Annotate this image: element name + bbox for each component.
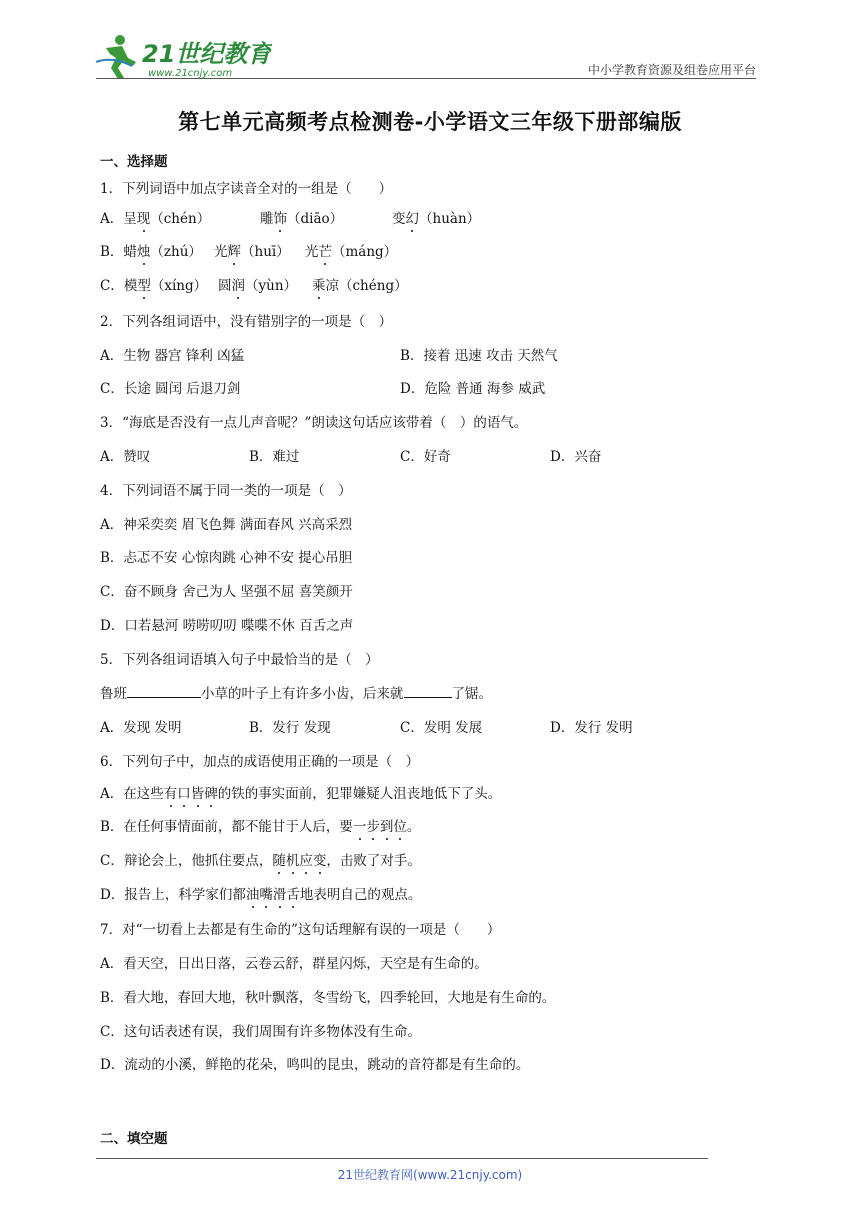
text: 光 xyxy=(214,244,228,260)
text: D．报告上，科学家们都 xyxy=(100,887,246,903)
section-heading-fill: 二、填空题 xyxy=(100,1131,168,1147)
fill-blank-1 xyxy=(127,685,201,698)
platform-name: 中小学教育资源及组卷应用平台 xyxy=(587,63,756,77)
dotted-char: 皆 xyxy=(191,782,205,802)
q4-stem: 4．下列词语不属于同一类的一项是（ ） xyxy=(100,483,352,499)
dotted-char: 滑 xyxy=(273,883,287,903)
q6-option-b xyxy=(100,815,420,835)
q5-option-c: C．发明 发展 xyxy=(400,720,483,736)
text: C．辩论会上，他抓住要点， xyxy=(100,853,273,869)
dotted-char: 饰 xyxy=(274,207,288,227)
q3-option-b: B．难过 xyxy=(249,449,300,465)
dotted-char: 变 xyxy=(313,849,327,869)
text: （huī） xyxy=(241,244,290,260)
q3-stem: 3．“海底是否没有一点儿声音呢？”朗读这句话应该带着（ ）的语气。 xyxy=(100,415,528,431)
section-heading-choice: 一、选择题 xyxy=(100,154,168,170)
q4-option-c: C．奋不顾身 舍己为人 坚强不屈 喜笑颜开 xyxy=(100,584,353,600)
dotted-char: 应 xyxy=(299,849,313,869)
text: （zhú） xyxy=(150,244,202,260)
text: B．在任何事情面前，都不能甘于人后，要 xyxy=(100,819,353,835)
q4-option-a: A．神采奕奕 眉飞色舞 满面春风 兴高采烈 xyxy=(100,517,353,533)
q1-option-b xyxy=(100,240,398,260)
q1-option-a xyxy=(100,207,481,227)
dotted-char: 油 xyxy=(246,883,260,903)
q7-stem: 7．对“一切看上去都是有生命的”这句话理解有误的一项是（ ） xyxy=(100,922,501,938)
q4-option-d: D．口若悬河 唠唠叨叨 喋喋不休 百舌之声 xyxy=(100,618,354,634)
q4-option-b: B．忐忑不安 心惊肉跳 心神不安 提心吊胆 xyxy=(100,550,353,566)
dotted-char: 碑 xyxy=(204,782,218,802)
q5-option-d: D．发行 发明 xyxy=(550,720,633,736)
header-divider xyxy=(96,78,756,79)
text: 的铁的事实面前，犯罪嫌疑人沮丧地低下了头。 xyxy=(217,786,502,802)
logo xyxy=(92,32,272,80)
dotted-char: 口 xyxy=(177,782,191,802)
text: 光 xyxy=(305,244,319,260)
logo-text: 21世纪教育 xyxy=(142,40,272,68)
q7-option-b: B．看大地，春回大地，秋叶飘落，冬雪纷飞，四季轮回，大地是有生命的。 xyxy=(100,990,556,1006)
text: 凉（chéng） xyxy=(325,278,408,294)
dotted-char: 机 xyxy=(286,849,300,869)
dotted-char: 型 xyxy=(137,274,151,294)
q6-option-d xyxy=(100,883,421,903)
q6-option-a xyxy=(100,782,501,802)
fill-blank-2 xyxy=(404,685,452,698)
dotted-char: 烛 xyxy=(137,240,151,260)
q3-option-d: D．兴奋 xyxy=(550,449,602,465)
page-title: 第七单元高频考点检测卷-小学语文三年级下册部编版 xyxy=(178,110,682,134)
dotted-char: 位 xyxy=(393,815,407,835)
text: A．呈 xyxy=(100,211,137,227)
running-man-icon xyxy=(96,35,136,79)
text: ，击败了对手。 xyxy=(326,853,421,869)
text: （huàn） xyxy=(419,211,481,227)
text: B．蜡 xyxy=(100,244,137,260)
q2-option-c: C．长途 圆闰 后退刀剑 xyxy=(100,381,241,397)
text: 了锯。 xyxy=(451,686,492,702)
footer-source: 21世纪教育网(www.21cnjy.com) xyxy=(337,1168,523,1182)
dotted-char: 辉 xyxy=(228,240,242,260)
q6-option-c xyxy=(100,849,421,869)
q3-option-a: A．赞叹 xyxy=(100,449,151,465)
q2-option-d: D．危险 普通 海参 威武 xyxy=(400,381,546,397)
footer-divider xyxy=(96,1158,708,1159)
q5-sentence xyxy=(100,682,492,702)
q5-stem: 5．下列各组词语填入句子中最恰当的是（ ） xyxy=(100,652,379,668)
text: A．在这些 xyxy=(100,786,164,802)
dotted-char: 嘴 xyxy=(259,883,273,903)
text: 。 xyxy=(406,819,421,835)
text: C．模 xyxy=(100,278,138,294)
dotted-char: 步 xyxy=(366,815,380,835)
q5-option-b: B．发行 发现 xyxy=(249,720,331,736)
text: 雕 xyxy=(260,211,274,227)
text: 小草的叶子上有许多小齿，后来就 xyxy=(201,686,404,702)
q1-stem: 1．下列词语中加点字读音全对的一组是（ ） xyxy=(100,181,393,197)
q2-option-b: B．接着 迅速 攻击 天然气 xyxy=(400,348,558,364)
q2-option-a: A．生物 器宫 锋利 凶猛 xyxy=(100,348,245,364)
q7-option-a: A．看天空，日出日落，云卷云舒，群星闪烁，天空是有生命的。 xyxy=(100,956,488,972)
q7-option-d: D．流动的小溪，鲜艳的花朵，鸣叫的昆虫，跳动的音符都是有生命的。 xyxy=(100,1057,530,1073)
text: 鲁班 xyxy=(100,686,127,702)
dotted-char: 一 xyxy=(353,815,367,835)
dotted-char: 随 xyxy=(272,849,286,869)
page-header xyxy=(0,0,860,90)
dotted-char: 乘 xyxy=(312,274,326,294)
dotted-char: 芒 xyxy=(319,240,333,260)
dotted-char: 到 xyxy=(380,815,394,835)
dotted-char: 舌 xyxy=(286,883,300,903)
text: 圆 xyxy=(218,278,232,294)
q1-option-c xyxy=(100,274,408,294)
dotted-char: 有 xyxy=(164,782,178,802)
q2-stem: 2．下列各组词语中，没有错别字的一项是（ ） xyxy=(100,314,393,330)
dotted-char: 幻 xyxy=(406,207,420,227)
text: （máng） xyxy=(332,244,398,260)
text: 变 xyxy=(392,211,406,227)
text: （xíng） xyxy=(150,278,208,294)
q5-option-a: A．发现 发明 xyxy=(100,720,182,736)
text: （chén） xyxy=(150,211,211,227)
q7-option-c: C．这句话表述有误，我们周围有许多物体没有生命。 xyxy=(100,1024,421,1040)
logo-url: www.21cnjy.com xyxy=(148,68,233,79)
text: （diāo） xyxy=(287,211,344,227)
dotted-char: 润 xyxy=(232,274,246,294)
text: （yùn） xyxy=(245,278,298,294)
q3-option-c: C．好奇 xyxy=(400,449,451,465)
q6-stem: 6．下列句子中，加点的成语使用正确的一项是（ ） xyxy=(100,754,420,770)
text: 地表明自己的观点。 xyxy=(299,887,422,903)
dotted-char: 现 xyxy=(137,207,151,227)
